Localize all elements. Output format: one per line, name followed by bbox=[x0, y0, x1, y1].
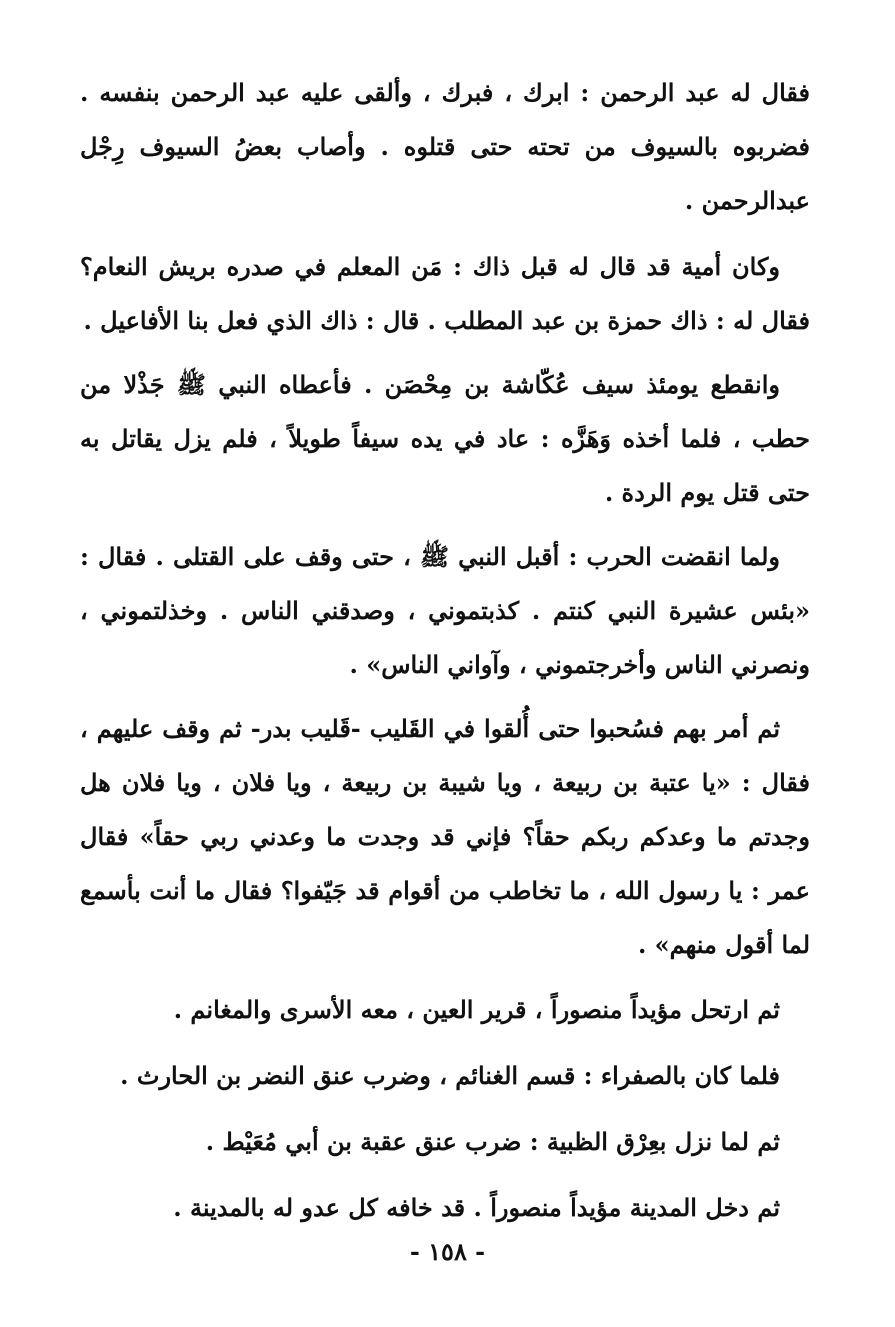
paragraph-4: ولما انقضت الحرب : أقبل النبي ﷺ ، حتى وقف على القتلى . فقال : «بئس عشيرة النبي كنتم . كذبتموني ، وصدقني الناس . وخذلتموني ، ونصرني الناس وأخرجتموني ، وآواني الناس» . bbox=[80, 542, 810, 679]
paragraph-6: ثم ارتحل مؤيداً منصوراً ، قرير العين ، معه الأسرى والمغانم . bbox=[173, 995, 780, 1024]
page-body bbox=[80, 66, 810, 1246]
page-number: - ١٥٨ - bbox=[409, 1237, 486, 1266]
paragraph-5: ثم أمر بهم فسُحبوا حتى أُلقوا في القَليب -قَليب بدر- ثم وقف عليهم ، فقال : «يا عتبة بن ربيعة ، ويا شيبة بن ربيعة ، ويا فلان ، ويا فلان هل وجدتم ما وعدكم ربكم حقاً؟ فإني قد وجدت ما وعدني ربي حقاً» فقال عمر : يا رسول الله ، ما تخاطب من أقوام قد جَيّفوا؟ فقال ما أنت بأسمع لما أقول منهم» . bbox=[80, 714, 810, 959]
paragraph-9: ثم دخل المدينة مؤيداً منصوراً . قد خافه كل عدو له بالمدينة . bbox=[173, 1193, 780, 1222]
paragraph-8: ثم لما نزل بعِرْق الظبية : ضرب عنق عقبة بن أبي مُعَيْط . bbox=[205, 1127, 780, 1156]
paragraph-3: وانقطع يومئذ سيف عُكّاشة بن مِحْصَن . فأعطاه النبي ﷺ جَذْلا من حطب ، فلما أخذه وَهَزَّه : عاد في يده سيفاً طويلاً ، فلم يزل يقاتل به حتى قتل يوم الردة . bbox=[80, 370, 810, 507]
paragraph-2: وكان أمية قد قال له قبل ذاك : مَن المعلم في صدره بريش النعام؟ فقال له : ذاك حمزة بن عبد المطلب . قال : ذاك الذي فعل بنا الأفاعيل . bbox=[80, 252, 810, 335]
paragraph-1: فقال له عبد الرحمن : ابرك ، فبرك ، وألقى عليه عبد الرحمن بنفسه . فضربوه بالسيوف من تحته حتى قتلوه . وأصاب بعضُ السيوف رِجْل عبدالرحمن . bbox=[80, 78, 810, 215]
paragraph-7: فلما كان بالصفراء : قسم الغنائم ، وضرب عنق النضر بن الحارث . bbox=[120, 1061, 780, 1090]
